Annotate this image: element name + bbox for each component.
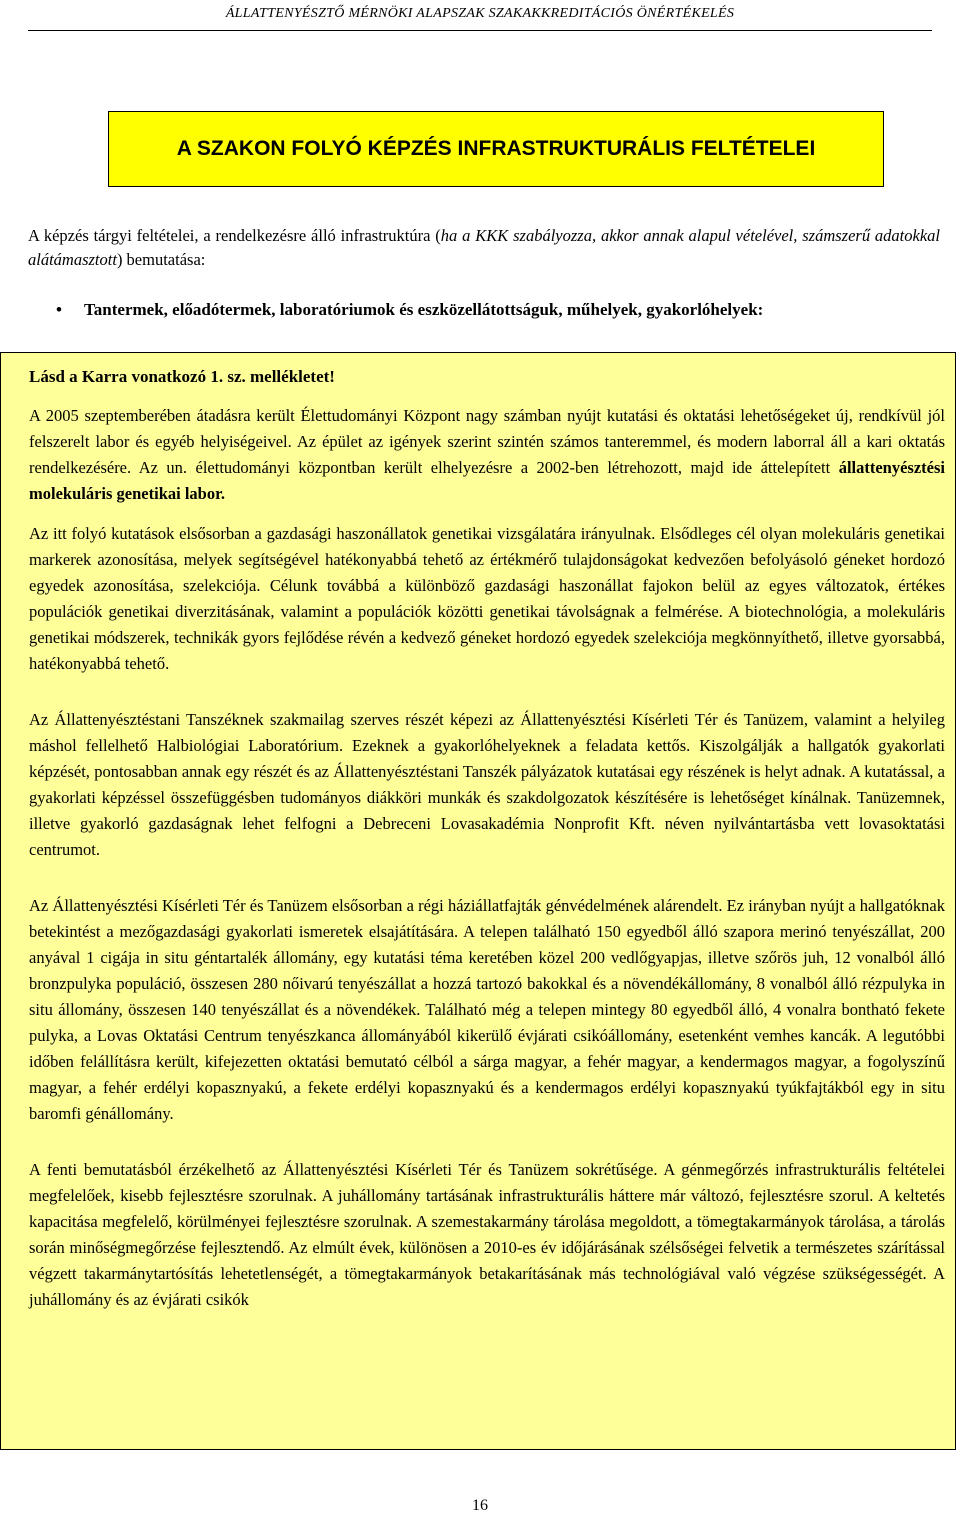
paragraph-life-science-center	[29, 403, 945, 507]
paragraph-experimental-farm: Az Állattenyésztési Kísérleti Tér és Tanüzem elsősorban a régi háziállatfajták génvédelmének alárendelt. Ez irányban nyújt a hallgatóknak betekintést a mezőgazdasági gyakorlati ismeretek elsajátítására. A telepen található 150 egyedből álló szapora merinó tenyészállat, 200 anyával 1 cigája in situ géntartalék állomány, egy kutatási téma keretében közel 200 vedlőgyapjas, illetve szőrös juh, 12 vonalból álló bronzpulyka populáció, összesen 280 nőivarú tenyészállat a hozzá tartozó bakokkal és a növendékállomány, 8 vonalból álló rézpulyka in situ állomány, összesen 140 tenyészállat és a növendékek. Található még a telepen mintegy 80 egyedből álló, 4 vonalra bontható fekete pulyka, a Lovas Oktatási Centrum tenyészkanca állományából kikerülő évjárati csikóállomány, esetenként vemhes kancák. A legutóbbi időben felállításra került, kifejezetten oktatási bemutató célból a sárga magyar, a fehér magyar, a kendermagos magyar, a fogolyszínű magyar, a fehér erdélyi kopasznyakú, a fekete erdélyi kopasznyakú és a kendermagos erdélyi kopasznyakú tyúkfajtákból egy in situ baromfi génállomány.	[29, 896, 945, 1123]
section-title: A SZAKON FOLYÓ KÉPZÉS INFRASTRUKTURÁLIS FELTÉTELEI	[176, 137, 816, 160]
paragraph-1-bold: állattenyésztési molekuláris genetikai labor.	[29, 458, 945, 503]
page-number: 16	[472, 1497, 488, 1514]
paragraph-assessment: A fenti bemutatásból érzékelhető az Állattenyésztési Kísérleti Tér és Tanüzem sokrétűsége. A génmegőrzés infrastrukturális feltételei megfelelőek, kisebb fejlesztésre szorulnak. A juhállomány tartásának infrastrukturális háttere már változó, fejlesztésre szorul. A keltetés kapacitása megfelelő, körülményei fejlesztésre szorulnak. A szemestakarmány tárolása megoldott, a tömegtakarmányok tárolása, a tárolás során minőségmegőrzése fejlesztendő. Az elmúlt évek, különösen a 2010-es év időjárásának szélsőségei felvetik a természetes szárítással végzett takarmánytartósítás lehetetlenségét, a tömegtakarmányok betakarításának más technológiával való végzése szükségességét. A juhállomány és az évjárati csikók	[29, 1160, 945, 1309]
intro-text-start: A képzés tárgyi feltételei, a rendelkezésre álló infrastruktúra (	[28, 226, 441, 245]
intro-paragraph	[28, 224, 940, 272]
content-box	[0, 352, 956, 1450]
paragraph-department: Az Állattenyésztéstani Tanszéknek szakmailag szerves részét képezi az Állattenyésztési Kísérleti Tér és Tanüzem, valamint a helyileg máshol fellelhető Halbiológiai Laboratórium. Ezeknek a gyakorlóhelyeknek a feladata kettős. Kiszolgálják a hallgatók gyakorlati képzését, pontosabban annak egy részét és az Állattenyésztéstani Tanszék pályázatok kutatásai egy részének is helyt adnak. A kutatással, a gyakorlati képzéssel összefüggésben tudományos diákköri munkák és szakdolgozatok készítésére is lehetőséget kínálnak. Tanüzemnek, illetve gyakorló gazdaságnak lehet felfogni a Debreceni Lovasakadémia Nonprofit Kft. néven nyilvántartásba vett lovasoktatási centrumot.	[29, 710, 945, 859]
bullet-item	[28, 296, 940, 324]
bullet-icon: •	[56, 300, 62, 319]
paragraph-research: Az itt folyó kutatások elsősorban a gazdasági haszonállatok genetikai vizsgálatára irányulnak. Elsődleges cél olyan molekuláris genetikai markerek azonosítása, melyek segítségével hatékonyabbá tehető az értékmérő tulajdonságokat kedvezően befolyásoló géneket hordozó egyedek azonosítása, szelekciója. Célunk továbbá a különböző gazdasági haszonállat fajokon belül az egyes változatok, értékes populációk genetikai diverzitásának, valamint a populációk közötti genetikai távolságnak a felmérése. A biotechnológia, a molekuláris genetikai módszerek, technikák gyors fejlődése révén a kedvező géneket hordozó egyedek szelekciója megkönnyíthető, illetve gyorsabbá, hatékonyabbá tehető.	[29, 524, 945, 673]
intro-text-end: ) bemutatása:	[116, 250, 206, 269]
see-note: Lásd a Karra vonatkozó 1. sz. mellékletet!	[29, 367, 335, 386]
content-box-body	[29, 363, 945, 1327]
paragraph-1-text: A 2005 szeptemberében átadásra került Élettudományi Központ nagy számban nyújt kutatási és oktatási lehetőségeket új, rendkívül jól felszerelt labor és egyéb helyiségeivel. Az épület az igények szerint szintén számos tanteremmel, és modern laborral áll a kari oktatás rendelkezésére. Az un. élettudományi központban került elhelyezésre a 2002-ben létrehozott, majd ide áttelepített	[29, 406, 945, 477]
intro-text-italic: ha a KKK szabályozza, akkor annak alapul vételével, számszerű adatokkal alátámasztott	[28, 226, 940, 269]
page-header: ÁLLATTENYÉSZTŐ MÉRNÖKI ALAPSZAK SZAKAKKREDITÁCIÓS ÖNÉRTÉKELÉS	[225, 6, 735, 21]
bullet-text: Tantermek, előadótermek, laboratóriumok és eszközellátottságuk, műhelyek, gyakorlóhelyek:	[84, 300, 764, 319]
header-rule	[28, 30, 932, 31]
title-box	[108, 111, 884, 187]
